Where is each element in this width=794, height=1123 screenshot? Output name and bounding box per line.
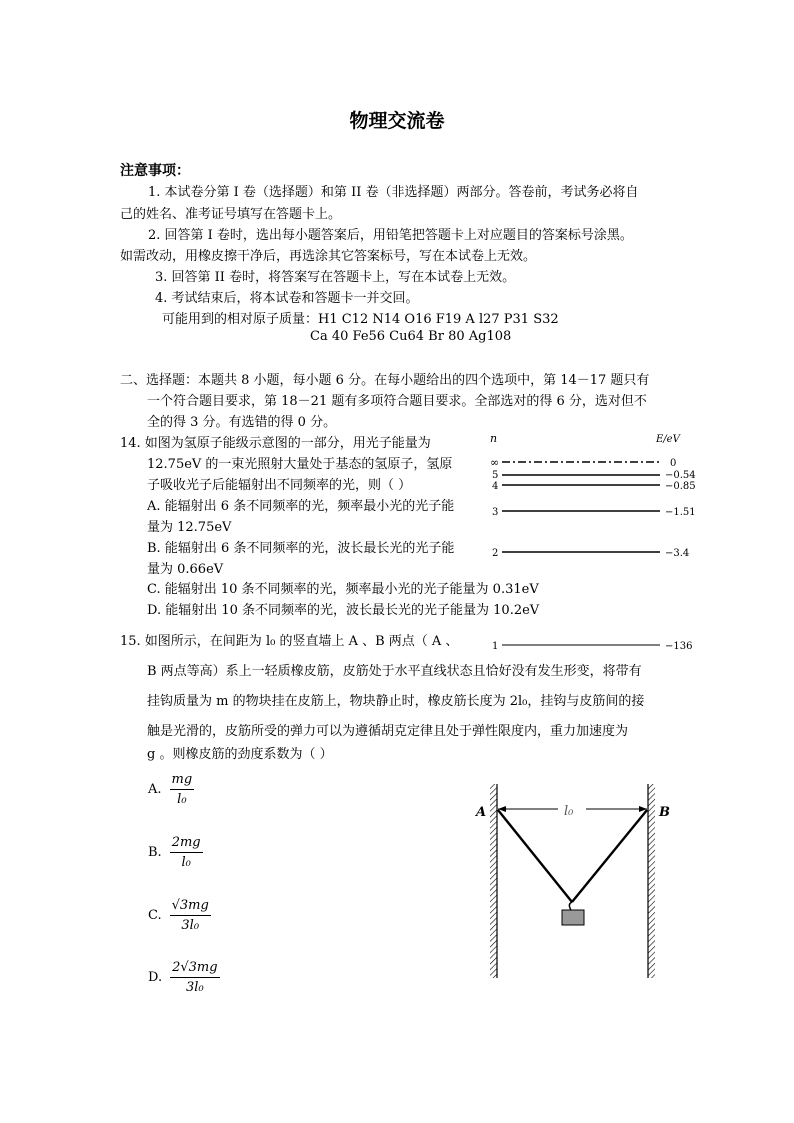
level-n-4: 4 — [492, 481, 499, 492]
level-n-5: 5 — [492, 470, 499, 481]
q15-option-c-label: C. — [148, 908, 162, 923]
notice-item-1-line-1: 1. 本试卷分第 I 卷（选择题）和第 II 卷（非选择题）两部分。答卷前，考试务必将自 — [148, 185, 639, 200]
level-e-4: −0.85 — [665, 481, 696, 492]
q14-option-c: C. 能辐射出 10 条不同频率的光，频率最小光的光子能量为 0.31eV — [147, 582, 539, 597]
q15-option-a-denominator: l₀ — [177, 792, 187, 807]
atomic-mass-line-1: 可能用到的相对原子质量：H1 C12 N14 O16 F19 A l27 P31 S32 — [162, 312, 559, 327]
energy-level-diagram — [480, 428, 700, 658]
span-label: l₀ — [564, 804, 574, 819]
page-title: 物理交流卷 — [349, 110, 445, 132]
level-n-1: 1 — [492, 641, 499, 652]
rubber-band-left — [498, 810, 572, 902]
q15-option-d-numerator: 2√3mg — [170, 960, 219, 978]
q14-option-b-line-2: 量为 0.66eV — [147, 562, 224, 577]
q15-option-c-numerator: √3mg — [170, 898, 211, 916]
energy-n-label: n — [490, 432, 498, 445]
atomic-mass-line-2: Ca 40 Fe56 Cu64 Br 80 Ag108 — [310, 329, 512, 344]
q14-stem-line-3: 子吸收光子后能辐射出不同频率的光，则（ ） — [147, 478, 412, 493]
notice-item-2-line-2: 如需改动，用橡皮擦干净后，再选涂其它答案标号，写在本试卷上无效。 — [120, 249, 537, 264]
q15-stem-line-2: B 两点等高）系上一轻质橡皮筋，皮筋处于水平直线状态且恰好没有发生形变，将带有 — [147, 664, 642, 679]
q15-option-b-numerator: 2mg — [170, 835, 203, 853]
point-a-label: A — [476, 805, 487, 820]
level-e-1: −136 — [665, 641, 693, 652]
q15-stem-line-1: 15. 如图所示，在间距为 l₀ 的竖直墙上 A 、B 两点（ A 、 — [120, 634, 459, 649]
q15-stem-line-4: 触是光滑的，皮筋所受的弹力可以为遵循胡克定律且处于弹性限度内，重力加速度为 — [147, 724, 629, 739]
q15-option-b-label: B. — [148, 845, 162, 860]
weight-block — [562, 910, 584, 925]
q15-option-b-denominator: l₀ — [181, 855, 191, 870]
level-e-2: −3.4 — [665, 548, 690, 559]
level-e-3: −1.51 — [665, 507, 696, 518]
level-n-3: 3 — [492, 507, 499, 518]
q15-option-a — [148, 772, 194, 807]
energy-e-label: E/eV — [656, 434, 680, 445]
q15-option-a-label: A. — [148, 782, 162, 797]
notice-item-3: 3. 回答第 II 卷时，将答案写在答题卡上，写在本试卷上无效。 — [155, 270, 516, 285]
right-wall — [648, 784, 655, 978]
notice-item-2-line-1: 2. 回答第 I 卷时，选出每小题答案后，用铅笔把答题卡上对应题目的答案标号涂黑。 — [148, 228, 633, 243]
q15-option-c — [148, 898, 211, 933]
section-2-line-3: 全的得 3 分。有选错的得 0 分。 — [147, 415, 337, 430]
q15-option-d — [148, 960, 220, 995]
q15-option-a-numerator: mg — [170, 772, 195, 790]
section-2-line-1: 二、选择题：本题共 8 小题，每小题 6 分。在每小题给出的四个选项中，第 14－17 题只有 — [120, 373, 650, 388]
q15-option-d-label: D. — [148, 970, 163, 985]
rubber-band-right — [572, 810, 647, 902]
q15-stem-line-5: g 。则橡皮筋的劲度系数为（ ） — [147, 747, 333, 762]
level-n-inf: ∞ — [490, 456, 500, 469]
q15-option-c-denominator: 3l₀ — [181, 918, 200, 933]
q14-option-d: D. 能辐射出 10 条不同频率的光，波长最长光的光子能量为 10.2eV — [147, 603, 540, 618]
notice-item-1-line-2: 己的姓名、准考证号填写在答题卡上。 — [120, 207, 342, 222]
wall-rubber-band-diagram — [470, 780, 670, 980]
level-n-2: 2 — [492, 548, 499, 559]
left-wall — [490, 784, 497, 978]
section-2-line-2: 一个符合题目要求，第 18－21 题有多项符合题目要求。全部选对的得 6 分，选对但不 — [147, 394, 647, 409]
q14-stem-line-1: 14. 如图为氢原子能级示意图的一部分，用光子能量为 — [120, 436, 431, 451]
q14-option-a-line-2: 量为 12.75eV — [147, 520, 232, 535]
q14-stem-line-2: 12.75eV 的一束光照射大量处于基态的氢原子，氢原 — [147, 457, 453, 472]
point-b-label: B — [659, 805, 670, 820]
q15-stem-line-3: 挂钩质量为 m 的物块挂在皮筋上，物块静止时，橡皮筋长度为 2l₀，挂钩与皮筋间的接 — [147, 694, 645, 709]
q15-option-b — [148, 835, 203, 870]
q14-option-a-line-1: A. 能辐射出 6 条不同频率的光，频率最小光的光子能 — [147, 499, 455, 514]
level-e-5: −0.54 — [665, 470, 696, 481]
q15-option-d-denominator: 3l₀ — [186, 980, 204, 995]
notice-item-4: 4. 考试结束后，将本试卷和答题卡一并交回。 — [155, 291, 419, 306]
q14-option-b-line-1: B. 能辐射出 6 条不同频率的光，波长最长光的光子能 — [147, 541, 455, 556]
level-e-inf: 0 — [670, 458, 677, 469]
notice-heading: 注意事项： — [120, 163, 190, 179]
